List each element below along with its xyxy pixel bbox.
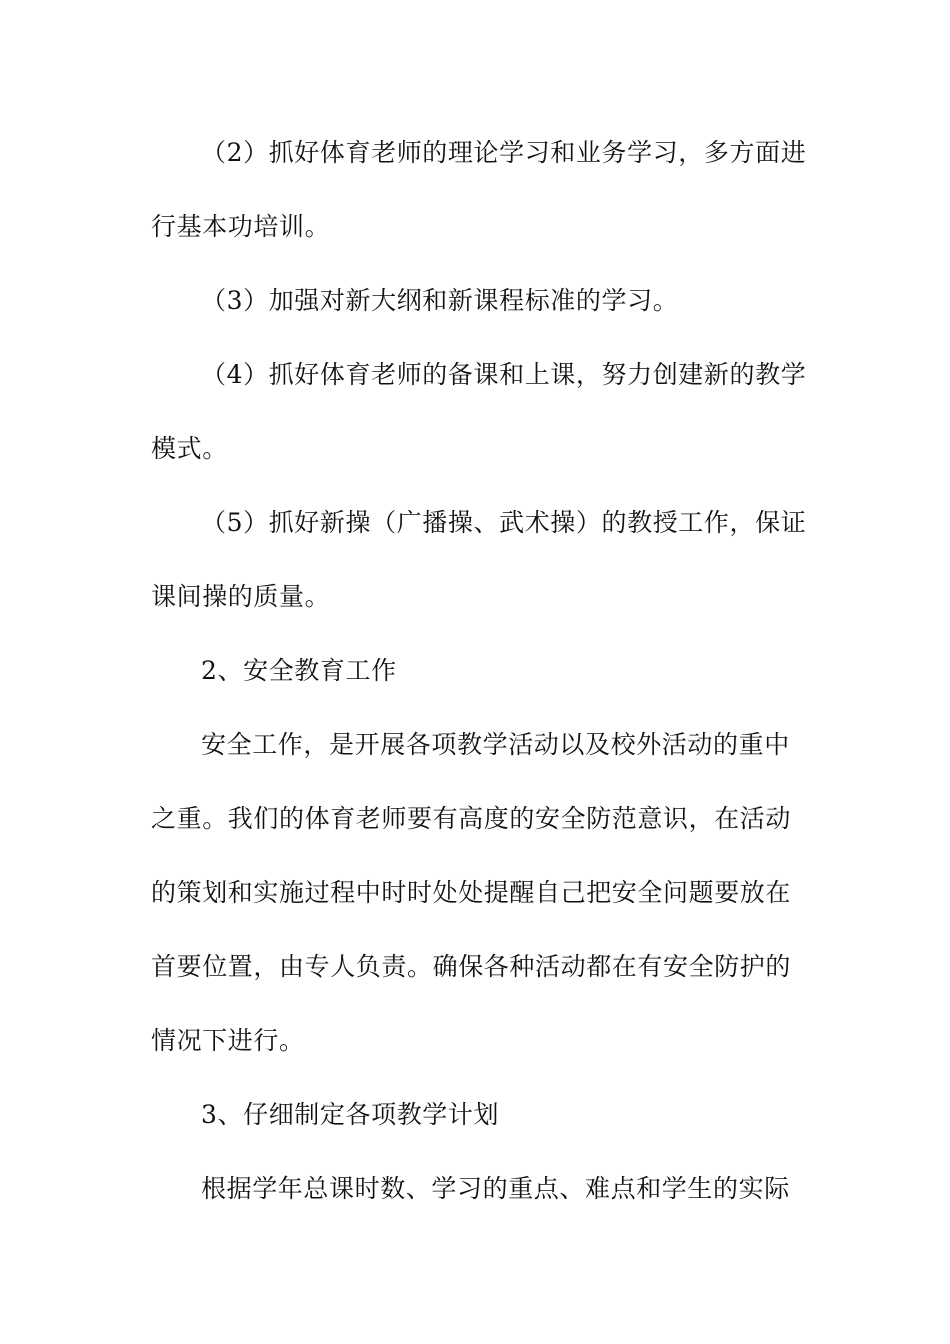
paragraph-line: 首要位置，由专人负责。确保各种活动都在有安全防护的	[151, 952, 792, 981]
paragraph-line: 根据学年总课时数、学习的重点、难点和学生的实际	[201, 1174, 790, 1203]
paragraph-line: 安全工作，是开展各项教学活动以及校外活动的重中	[201, 730, 790, 759]
paragraph-line: 行基本功培训。	[151, 212, 331, 241]
paragraph-line: （3）加强对新大纲和新课程标准的学习。	[201, 286, 679, 315]
paragraph-line: 之重。我们的体育老师要有高度的安全防范意识，在活动	[151, 804, 792, 833]
section-heading: 3、仔细制定各项教学计划	[201, 1100, 500, 1129]
section-heading: 2、安全教育工作	[201, 656, 397, 685]
paragraph-line: 的策划和实施过程中时时处处提醒自己把安全问题要放在	[151, 878, 792, 907]
paragraph-line: （4）抓好体育老师的备课和上课，努力创建新的教学	[201, 360, 807, 389]
paragraph-line: （5）抓好新操（广播操、武术操）的教授工作，保证	[201, 508, 807, 537]
paragraph-line: 课间操的质量。	[151, 582, 331, 611]
paragraph-line: （2）抓好体育老师的理论学习和业务学习，多方面进	[201, 138, 807, 167]
paragraph-line: 情况下进行。	[151, 1026, 305, 1055]
paragraph-line: 模式。	[151, 434, 228, 463]
